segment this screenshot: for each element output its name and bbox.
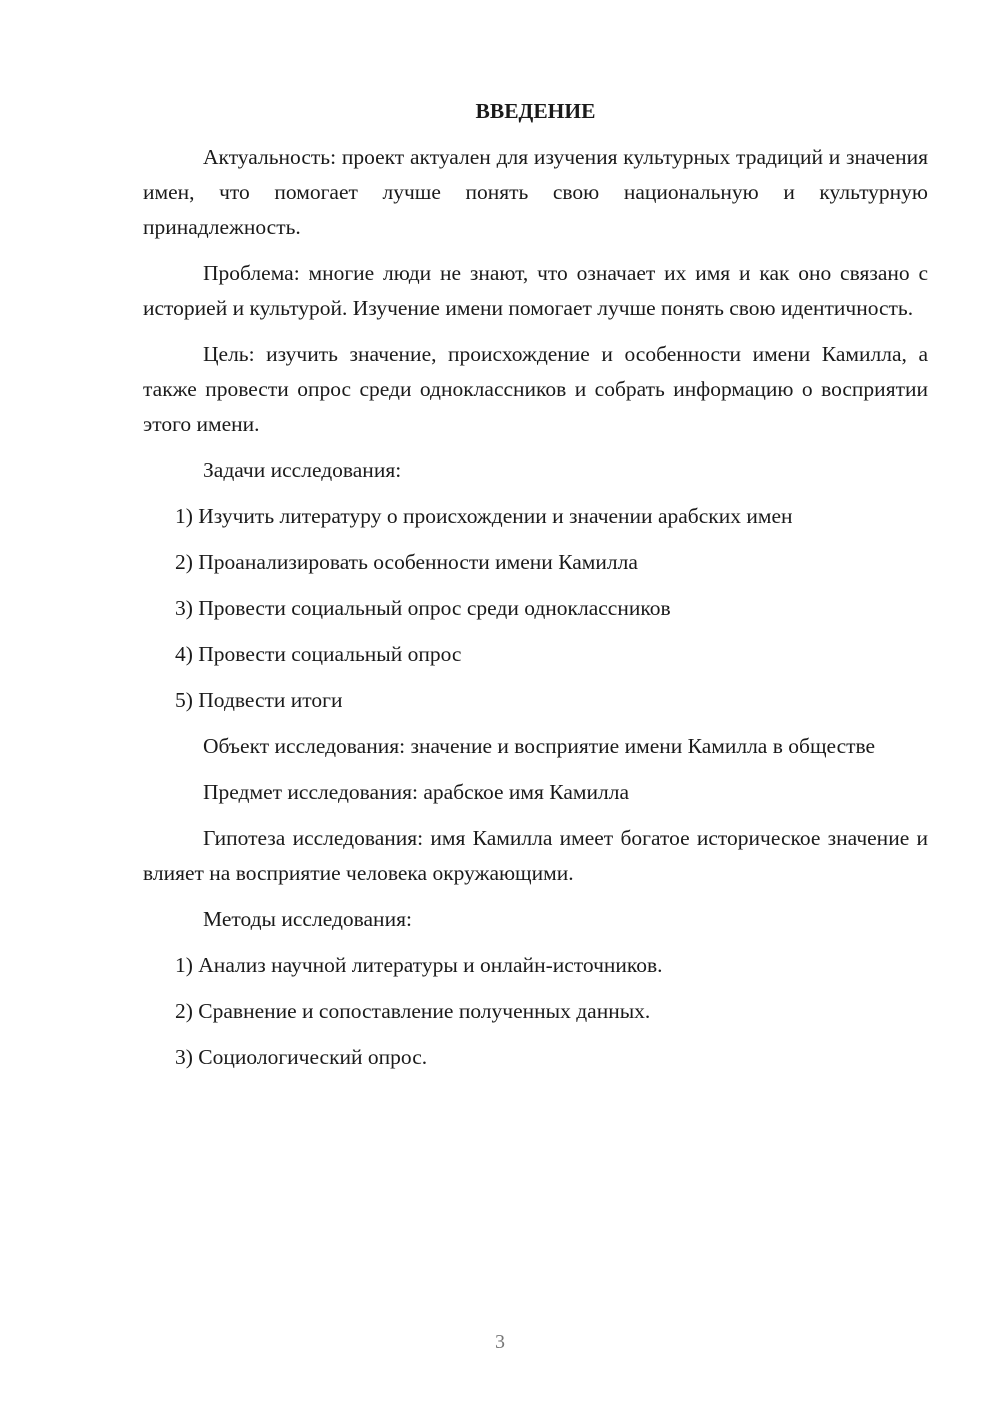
list-item: 3) Провести социальный опрос среди одноклассников — [175, 596, 671, 620]
methods-title: Методы исследования: — [203, 907, 412, 931]
page-number: 3 — [495, 1331, 505, 1353]
list-item: 2) Проанализировать особенности имени Камилла — [175, 550, 638, 574]
tasks-list — [143, 499, 928, 718]
list-item: 3) Социологический опрос. — [175, 1045, 428, 1069]
page-content — [143, 94, 928, 1086]
tasks-title: Задачи исследования: — [203, 458, 402, 482]
problem-paragraph: Проблема: многие люди не знают, что означает их имя и как оно связано с историей и культурой. Изучение имени помогает лучше понять свою идентичность. — [143, 261, 928, 320]
list-item: 1) Анализ научной литературы и онлайн-источников. — [175, 953, 663, 977]
section-heading: ВВЕДЕНИЕ — [475, 99, 596, 123]
list-item: 4) Провести социальный опрос — [175, 642, 462, 666]
relevance-paragraph: Актуальность: проект актуален для изучения культурных традиций и значения имен, что помогает лучше понять свою национальную и культурную принадлежность. — [143, 145, 928, 239]
goal-paragraph: Цель: изучить значение, происхождение и особенности имени Камилла, а также провести опрос среди одноклассников и собрать информацию о восприятии этого имени. — [143, 342, 928, 436]
object-paragraph: Объект исследования: значение и восприятие имени Камилла в обществе — [203, 734, 876, 758]
hypothesis-paragraph: Гипотеза исследования: имя Камилла имеет богатое историческое значение и влияет на восприятие человека окружающими. — [143, 826, 928, 885]
subject-paragraph: Предмет исследования: арабское имя Камилла — [203, 780, 630, 804]
list-item: 5) Подвести итоги — [175, 688, 343, 712]
list-item: 2) Сравнение и сопоставление полученных данных. — [175, 999, 651, 1023]
list-item: 1) Изучить литературу о происхождении и значении арабских имен — [175, 504, 793, 528]
methods-list — [143, 948, 928, 1075]
